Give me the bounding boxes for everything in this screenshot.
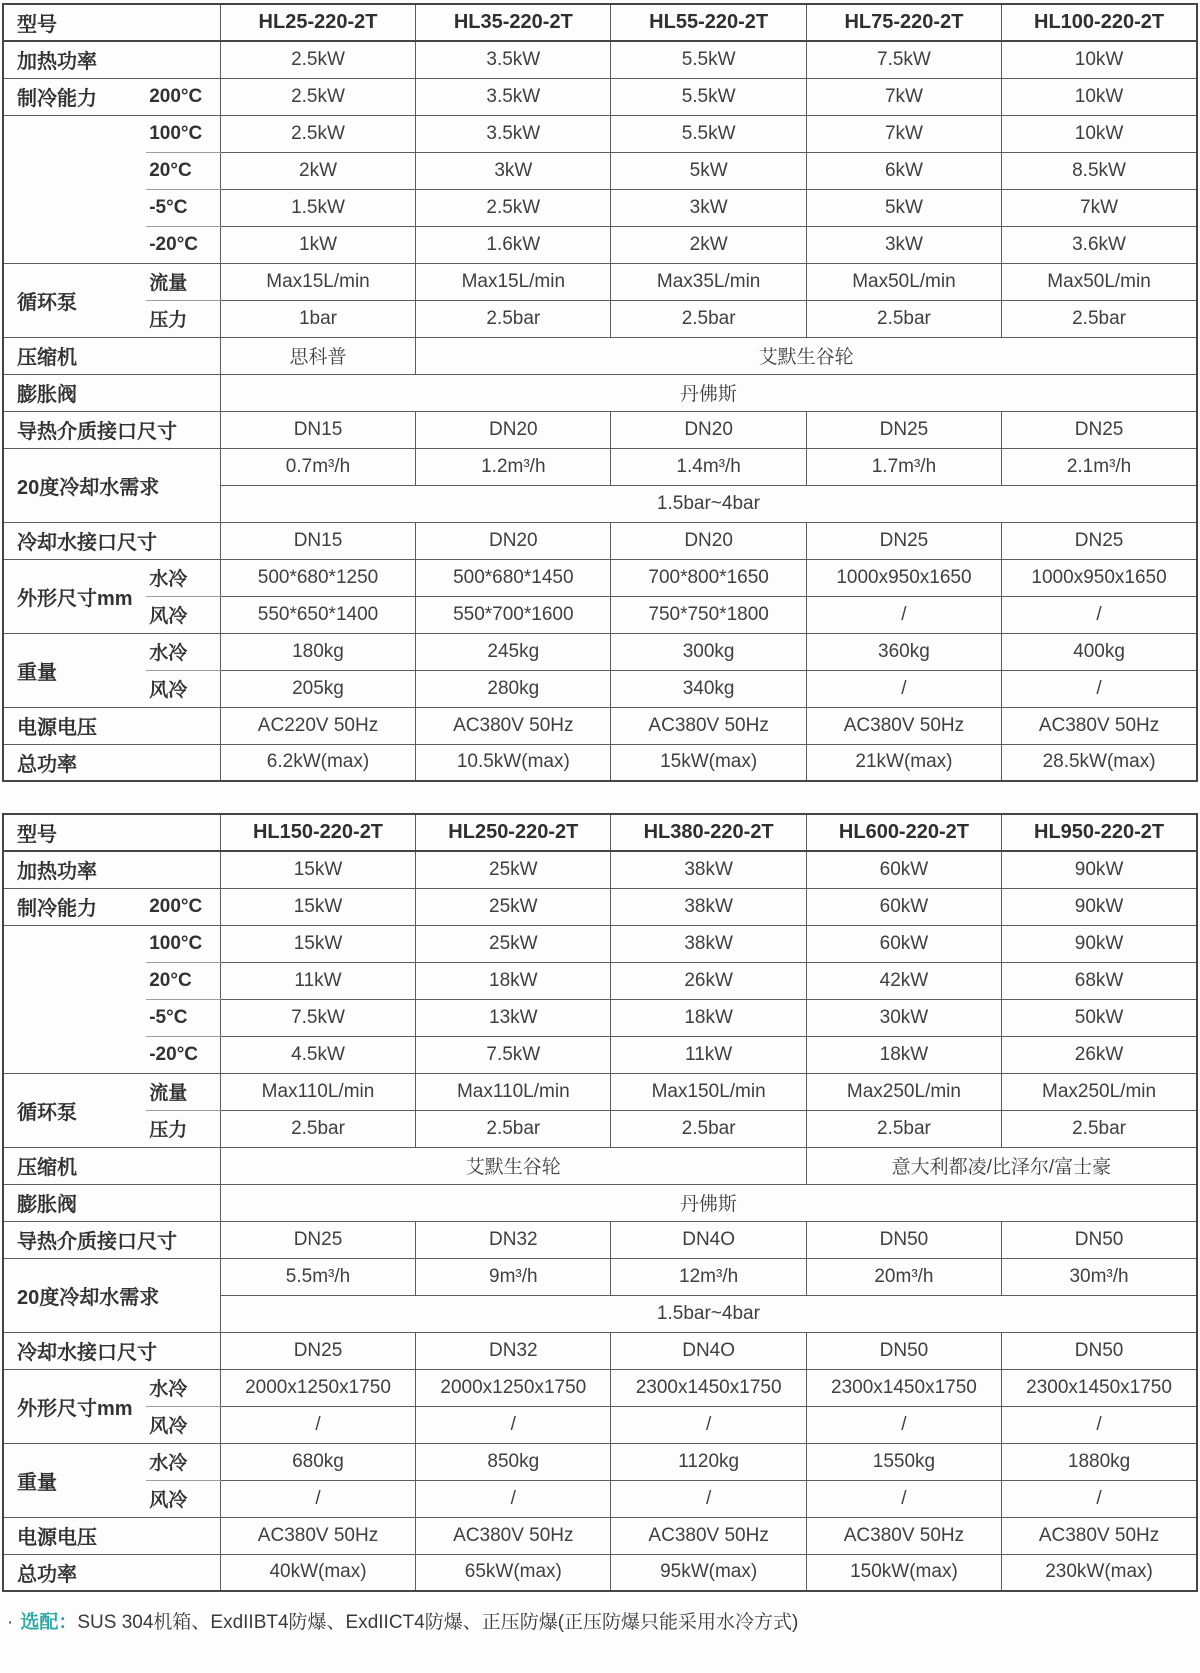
value-cell: 680kg — [220, 1443, 415, 1480]
value-cell: 2000x1250x1750 — [220, 1369, 415, 1406]
value-cell: Max110L/min — [220, 1073, 415, 1110]
value-cell: 850kg — [416, 1443, 611, 1480]
value-cell: / — [806, 1480, 1001, 1517]
temp-sub-label: 20°C — [146, 152, 220, 189]
expansion-valve-row — [3, 374, 1197, 411]
water-port-row — [3, 522, 1197, 559]
row-label-expansion-valve: 膨胀阀 — [3, 374, 220, 411]
value-cell: DN25 — [220, 1221, 415, 1258]
value-cell: DN20 — [416, 411, 611, 448]
value-cell: DN25 — [806, 411, 1001, 448]
value-cell: AC380V 50Hz — [220, 1517, 415, 1554]
value-cell: / — [1002, 1406, 1197, 1443]
value-cell: 15kW(max) — [611, 744, 806, 781]
value-cell: 1kW — [220, 226, 415, 263]
compressor-value-cell: 意大利都凌/比泽尔/富士豪 — [806, 1147, 1197, 1184]
value-cell: 7.5kW — [806, 41, 1001, 78]
value-cell: 25kW — [416, 925, 611, 962]
value-cell: 30kW — [806, 999, 1001, 1036]
weight-water-row — [3, 1443, 1197, 1480]
value-cell: Max150L/min — [611, 1073, 806, 1110]
cooling-minus20-row — [3, 226, 1197, 263]
value-cell: 25kW — [416, 888, 611, 925]
value-cell: DN32 — [416, 1332, 611, 1369]
value-cell: Max15L/min — [220, 263, 415, 300]
value-cell: 2.1m³/h — [1002, 448, 1197, 485]
value-cell: 2.5bar — [1002, 1110, 1197, 1147]
value-cell: DN25 — [1002, 411, 1197, 448]
compressor-row — [3, 1147, 1197, 1184]
cooling-100-row — [3, 925, 1197, 962]
value-cell: DN20 — [611, 411, 806, 448]
model-row — [3, 4, 1197, 41]
value-cell: 60kW — [806, 888, 1001, 925]
pressure-sub-label: 压力 — [146, 1110, 220, 1147]
row-label-pump: 循环泵 — [3, 263, 146, 337]
value-cell: 2.5bar — [611, 1110, 806, 1147]
cooling-20-row — [3, 152, 1197, 189]
value-cell: 10kW — [1002, 41, 1197, 78]
value-cell: 40kW(max) — [220, 1554, 415, 1591]
temp-sub-label: 100°C — [146, 925, 220, 962]
cooling-minus20-row — [3, 1036, 1197, 1073]
value-cell: 2300x1450x1750 — [806, 1369, 1001, 1406]
value-cell: / — [416, 1480, 611, 1517]
value-cell: 5.5kW — [611, 41, 806, 78]
value-cell: 26kW — [611, 962, 806, 999]
value-cell: 15kW — [220, 888, 415, 925]
model-header: HL600-220-2T — [806, 814, 1001, 851]
value-cell: 38kW — [611, 888, 806, 925]
value-cell: DN20 — [611, 522, 806, 559]
power-supply-row — [3, 1517, 1197, 1554]
row-label-compressor: 压缩机 — [3, 337, 220, 374]
value-cell: 2.5bar — [611, 300, 806, 337]
value-cell: DN25 — [220, 1332, 415, 1369]
water-port-row — [3, 1332, 1197, 1369]
value-cell: AC380V 50Hz — [611, 1517, 806, 1554]
compressor-row — [3, 337, 1197, 374]
value-cell: DN4O — [611, 1221, 806, 1258]
temp-sub-label: 200°C — [146, 888, 220, 925]
value-cell: 21kW(max) — [806, 744, 1001, 781]
model-header: HL250-220-2T — [416, 814, 611, 851]
value-cell: Max250L/min — [806, 1073, 1001, 1110]
value-cell: 3.5kW — [416, 78, 611, 115]
value-cell: 42kW — [806, 962, 1001, 999]
value-cell: 9m³/h — [416, 1258, 611, 1295]
expansion-valve-value-cell: 丹佛斯 — [220, 1184, 1197, 1221]
compressor-value-cell: 思科普 — [220, 337, 415, 374]
water-cooled-sub-label: 水冷 — [146, 633, 220, 670]
temp-sub-label: -5°C — [146, 189, 220, 226]
air-cooled-sub-label: 风冷 — [146, 1406, 220, 1443]
value-cell: 2.5bar — [806, 1110, 1001, 1147]
value-cell: 50kW — [1002, 999, 1197, 1036]
value-cell: AC380V 50Hz — [1002, 1517, 1197, 1554]
value-cell: / — [806, 1406, 1001, 1443]
value-cell: 7kW — [806, 115, 1001, 152]
air-cooled-sub-label: 风冷 — [146, 596, 220, 633]
value-cell: Max50L/min — [1002, 263, 1197, 300]
dimensions-air-row — [3, 596, 1197, 633]
value-cell: 7.5kW — [416, 1036, 611, 1073]
value-cell: 11kW — [220, 962, 415, 999]
flow-sub-label: 流量 — [146, 1073, 220, 1110]
row-label-compressor: 压缩机 — [3, 1147, 220, 1184]
spec-table-small-models — [2, 3, 1198, 782]
value-cell: 750*750*1800 — [611, 596, 806, 633]
value-cell: AC380V 50Hz — [416, 707, 611, 744]
cooling-minus5-row — [3, 189, 1197, 226]
row-label-water-port: 冷却水接口尺寸 — [3, 522, 220, 559]
row-label-cooling-capacity: 制冷能力 — [3, 78, 146, 115]
value-cell: 2.5bar — [806, 300, 1001, 337]
cooling-200-row — [3, 78, 1197, 115]
value-cell: 700*800*1650 — [611, 559, 806, 596]
value-cell: AC380V 50Hz — [1002, 707, 1197, 744]
value-cell: 2000x1250x1750 — [416, 1369, 611, 1406]
model-header: HL25-220-2T — [220, 4, 415, 41]
row-label-heating-power: 加热功率 — [3, 851, 220, 888]
weight-water-row — [3, 633, 1197, 670]
value-cell: 340kg — [611, 670, 806, 707]
value-cell: 38kW — [611, 851, 806, 888]
value-cell: 26kW — [1002, 1036, 1197, 1073]
value-cell: 11kW — [611, 1036, 806, 1073]
value-cell: 10kW — [1002, 115, 1197, 152]
weight-air-row — [3, 1480, 1197, 1517]
footnote-options-text: SUS 304机箱、ExdIIBT4防爆、ExdIICT4防爆、正压防爆(正压防爆只能采用水冷方式) — [77, 1612, 799, 1633]
value-cell: DN50 — [1002, 1221, 1197, 1258]
row-label-total-power: 总功率 — [3, 1554, 220, 1591]
value-cell: 1.5kW — [220, 189, 415, 226]
value-cell: 15kW — [220, 851, 415, 888]
model-header: HL35-220-2T — [416, 4, 611, 41]
value-cell: 68kW — [1002, 962, 1197, 999]
value-cell: 1.6kW — [416, 226, 611, 263]
value-cell: 2.5kW — [416, 189, 611, 226]
value-cell: 1000x950x1650 — [806, 559, 1001, 596]
row-label-medium-port: 导热介质接口尺寸 — [3, 411, 220, 448]
value-cell: DN50 — [806, 1332, 1001, 1369]
value-cell: / — [1002, 670, 1197, 707]
value-cell: AC380V 50Hz — [806, 707, 1001, 744]
row-label-weight: 重量 — [3, 1443, 146, 1517]
value-cell: 2.5bar — [220, 1110, 415, 1147]
row-label-expansion-valve: 膨胀阀 — [3, 1184, 220, 1221]
value-cell: 400kg — [1002, 633, 1197, 670]
value-cell: AC380V 50Hz — [416, 1517, 611, 1554]
compressor-value-cell: 艾默生谷轮 — [220, 1147, 806, 1184]
value-cell: DN4O — [611, 1332, 806, 1369]
flow-sub-label: 流量 — [146, 263, 220, 300]
value-cell: 1880kg — [1002, 1443, 1197, 1480]
value-cell: 7kW — [1002, 189, 1197, 226]
dimensions-water-row — [3, 559, 1197, 596]
value-cell: 360kg — [806, 633, 1001, 670]
model-header: HL55-220-2T — [611, 4, 806, 41]
value-cell: / — [220, 1480, 415, 1517]
value-cell: 10.5kW(max) — [416, 744, 611, 781]
value-cell: DN25 — [806, 522, 1001, 559]
value-cell: 280kg — [416, 670, 611, 707]
value-cell: 3.6kW — [1002, 226, 1197, 263]
temp-sub-label: 100°C — [146, 115, 220, 152]
model-header: HL380-220-2T — [611, 814, 806, 851]
value-cell: 65kW(max) — [416, 1554, 611, 1591]
value-cell: 3.5kW — [416, 41, 611, 78]
row-label-dimensions: 外形尺寸mm — [3, 1369, 146, 1443]
value-cell: 60kW — [806, 925, 1001, 962]
value-cell: DN15 — [220, 522, 415, 559]
row-label-medium-port: 导热介质接口尺寸 — [3, 1221, 220, 1258]
row-label-weight: 重量 — [3, 633, 146, 707]
value-cell: 12m³/h — [611, 1258, 806, 1295]
value-cell: 2.5bar — [416, 1110, 611, 1147]
value-cell: 15kW — [220, 925, 415, 962]
value-cell: 1.4m³/h — [611, 448, 806, 485]
water-cooled-sub-label: 水冷 — [146, 1443, 220, 1480]
value-cell: 2300x1450x1750 — [1002, 1369, 1197, 1406]
expansion-valve-row — [3, 1184, 1197, 1221]
pump-pressure-row — [3, 1110, 1197, 1147]
temp-sub-label: -5°C — [146, 999, 220, 1036]
value-cell: 1000x950x1650 — [1002, 559, 1197, 596]
value-cell: 2.5kW — [220, 115, 415, 152]
power-supply-row — [3, 707, 1197, 744]
value-cell: / — [416, 1406, 611, 1443]
row-label-total-power: 总功率 — [3, 744, 220, 781]
value-cell: 2kW — [220, 152, 415, 189]
cooling-100-row — [3, 115, 1197, 152]
value-cell: 3kW — [416, 152, 611, 189]
value-cell: 5.5kW — [611, 78, 806, 115]
pressure-sub-label: 压力 — [146, 300, 220, 337]
value-cell: DN25 — [1002, 522, 1197, 559]
value-cell: DN32 — [416, 1221, 611, 1258]
pump-flow-row — [3, 263, 1197, 300]
value-cell: / — [1002, 1480, 1197, 1517]
value-cell: AC380V 50Hz — [611, 707, 806, 744]
model-header: HL150-220-2T — [220, 814, 415, 851]
value-cell: 6.2kW(max) — [220, 744, 415, 781]
value-cell: 3kW — [806, 226, 1001, 263]
row-label-pump: 循环泵 — [3, 1073, 146, 1147]
value-cell: 7kW — [806, 78, 1001, 115]
value-cell: 95kW(max) — [611, 1554, 806, 1591]
value-cell: 2.5kW — [220, 41, 415, 78]
value-cell: 90kW — [1002, 925, 1197, 962]
row-label-model: 型号 — [3, 814, 220, 851]
total-power-row — [3, 1554, 1197, 1591]
value-cell: 2.5bar — [1002, 300, 1197, 337]
value-cell: DN20 — [416, 522, 611, 559]
cooling-label-spacer — [3, 115, 146, 263]
air-cooled-sub-label: 风冷 — [146, 1480, 220, 1517]
value-cell: 245kg — [416, 633, 611, 670]
row-label-dimensions: 外形尺寸mm — [3, 559, 146, 633]
dimensions-air-row — [3, 1406, 1197, 1443]
value-cell: 5kW — [611, 152, 806, 189]
value-cell: Max250L/min — [1002, 1073, 1197, 1110]
water-cooled-sub-label: 水冷 — [146, 559, 220, 596]
cooling-200-row — [3, 888, 1197, 925]
row-label-model: 型号 — [3, 4, 220, 41]
compressor-value-cell: 艾默生谷轮 — [416, 337, 1197, 374]
value-cell: 10kW — [1002, 78, 1197, 115]
value-cell: 2.5bar — [416, 300, 611, 337]
row-label-power-supply: 电源电压 — [3, 1517, 220, 1554]
heating-power-row — [3, 851, 1197, 888]
value-cell: 3.5kW — [416, 115, 611, 152]
value-cell: 25kW — [416, 851, 611, 888]
value-cell: / — [806, 670, 1001, 707]
value-cell: 550*700*1600 — [416, 596, 611, 633]
water-demand-row — [3, 448, 1197, 485]
footnote-options-label: 选配： — [20, 1612, 78, 1633]
value-cell: / — [806, 596, 1001, 633]
footnote-bullet: · — [7, 1612, 14, 1633]
pump-flow-row — [3, 1073, 1197, 1110]
model-header: HL75-220-2T — [806, 4, 1001, 41]
pump-pressure-row — [3, 300, 1197, 337]
value-cell: 0.7m³/h — [220, 448, 415, 485]
dimensions-water-row — [3, 1369, 1197, 1406]
value-cell: 90kW — [1002, 851, 1197, 888]
cooling-label-spacer — [3, 925, 146, 1073]
value-cell: 38kW — [611, 925, 806, 962]
value-cell: Max15L/min — [416, 263, 611, 300]
value-cell: Max35L/min — [611, 263, 806, 300]
value-cell: 18kW — [806, 1036, 1001, 1073]
temp-sub-label: 20°C — [146, 962, 220, 999]
value-cell: 2kW — [611, 226, 806, 263]
value-cell: 205kg — [220, 670, 415, 707]
model-header: HL950-220-2T — [1002, 814, 1197, 851]
water-pressure-range-cell: 1.5bar~4bar — [220, 1295, 1197, 1332]
temp-sub-label: -20°C — [146, 1036, 220, 1073]
value-cell: 20m³/h — [806, 1258, 1001, 1295]
value-cell: / — [611, 1480, 806, 1517]
value-cell: 5.5m³/h — [220, 1258, 415, 1295]
value-cell: 4.5kW — [220, 1036, 415, 1073]
value-cell: 500*680*1250 — [220, 559, 415, 596]
options-footnote — [7, 1607, 1200, 1634]
medium-port-row — [3, 1221, 1197, 1258]
row-label-power-supply: 电源电压 — [3, 707, 220, 744]
value-cell: 28.5kW(max) — [1002, 744, 1197, 781]
cooling-20-row — [3, 962, 1197, 999]
value-cell: Max50L/min — [806, 263, 1001, 300]
value-cell: 8.5kW — [1002, 152, 1197, 189]
value-cell: 6kW — [806, 152, 1001, 189]
total-power-row — [3, 744, 1197, 781]
value-cell: 18kW — [611, 999, 806, 1036]
value-cell: DN50 — [806, 1221, 1001, 1258]
value-cell: 300kg — [611, 633, 806, 670]
value-cell: 5kW — [806, 189, 1001, 226]
temp-sub-label: 200°C — [146, 78, 220, 115]
row-label-water-demand: 20度冷却水需求 — [3, 1258, 220, 1332]
weight-air-row — [3, 670, 1197, 707]
value-cell: 60kW — [806, 851, 1001, 888]
row-label-water-port: 冷却水接口尺寸 — [3, 1332, 220, 1369]
value-cell: 500*680*1450 — [416, 559, 611, 596]
row-label-cooling-capacity: 制冷能力 — [3, 888, 146, 925]
value-cell: Max110L/min — [416, 1073, 611, 1110]
value-cell: 18kW — [416, 962, 611, 999]
value-cell: / — [611, 1406, 806, 1443]
cooling-minus5-row — [3, 999, 1197, 1036]
spec-table-large-models — [2, 813, 1198, 1592]
value-cell: DN50 — [1002, 1332, 1197, 1369]
value-cell: 30m³/h — [1002, 1258, 1197, 1295]
value-cell: 2.5kW — [220, 78, 415, 115]
value-cell: 150kW(max) — [806, 1554, 1001, 1591]
water-cooled-sub-label: 水冷 — [146, 1369, 220, 1406]
value-cell: 1bar — [220, 300, 415, 337]
value-cell: / — [1002, 596, 1197, 633]
expansion-valve-value-cell: 丹佛斯 — [220, 374, 1197, 411]
value-cell: DN15 — [220, 411, 415, 448]
value-cell: / — [220, 1406, 415, 1443]
value-cell: 1.2m³/h — [416, 448, 611, 485]
value-cell: 7.5kW — [220, 999, 415, 1036]
value-cell: 5.5kW — [611, 115, 806, 152]
value-cell: 180kg — [220, 633, 415, 670]
model-row — [3, 814, 1197, 851]
air-cooled-sub-label: 风冷 — [146, 670, 220, 707]
value-cell: 550*650*1400 — [220, 596, 415, 633]
value-cell: 2300x1450x1750 — [611, 1369, 806, 1406]
value-cell: AC220V 50Hz — [220, 707, 415, 744]
value-cell: AC380V 50Hz — [806, 1517, 1001, 1554]
temp-sub-label: -20°C — [146, 226, 220, 263]
medium-port-row — [3, 411, 1197, 448]
water-demand-row — [3, 1258, 1197, 1295]
value-cell: 230kW(max) — [1002, 1554, 1197, 1591]
row-label-heating-power: 加热功率 — [3, 41, 220, 78]
heating-power-row — [3, 41, 1197, 78]
model-header: HL100-220-2T — [1002, 4, 1197, 41]
value-cell: 90kW — [1002, 888, 1197, 925]
row-label-water-demand: 20度冷却水需求 — [3, 448, 220, 522]
value-cell: 13kW — [416, 999, 611, 1036]
value-cell: 1120kg — [611, 1443, 806, 1480]
water-pressure-range-cell: 1.5bar~4bar — [220, 485, 1197, 522]
value-cell: 3kW — [611, 189, 806, 226]
value-cell: 1.7m³/h — [806, 448, 1001, 485]
value-cell: 1550kg — [806, 1443, 1001, 1480]
